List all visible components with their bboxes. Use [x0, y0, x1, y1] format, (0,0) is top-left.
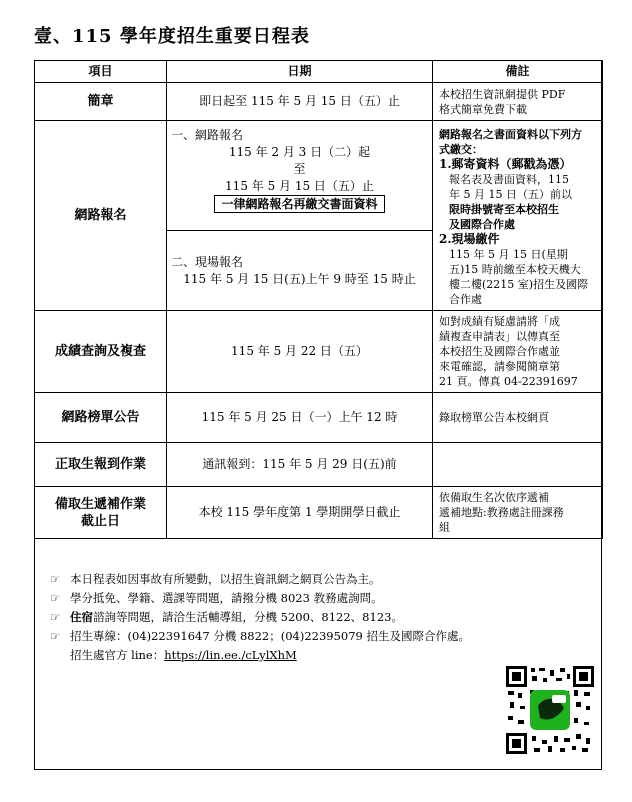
- online-to: 至: [293, 162, 306, 176]
- header-remark: 備註: [433, 61, 603, 83]
- table-header-row: [35, 61, 603, 83]
- note-text-bold: 住宿: [70, 610, 93, 624]
- note-item: [50, 646, 470, 665]
- line-qr-code-icon[interactable]: [506, 666, 594, 754]
- date-brochure: 即日起至 115 年 5 月 15 日（五）止: [167, 83, 433, 121]
- page-title: 壹、115 學年度招生重要日程表: [34, 26, 310, 47]
- note-text: 學分抵免、學籍、選課等問題，請撥分機 8023 教務處詢問。: [70, 591, 383, 605]
- remark-line: 網路報名之書面資料以下列方: [439, 128, 582, 141]
- table-row-enroll: [35, 443, 603, 487]
- remark-line: 如對成績有疑慮請將「成: [439, 315, 560, 328]
- table-row-brochure: [35, 83, 603, 121]
- note-item: [50, 608, 470, 627]
- date-enrollment: 通訊報到：115 年 5 月 29 日(五)前: [167, 443, 433, 487]
- remark-online-registration: [433, 121, 603, 311]
- remark-line: 依備取生名次依序遞補: [439, 491, 549, 504]
- hand-pointer-icon: ☞: [50, 629, 61, 643]
- remark-line: 遞補地點:教務處註冊課務: [439, 506, 564, 519]
- table-row-score: [35, 311, 603, 393]
- remark-line: 報名表及書面資料，115: [449, 173, 569, 186]
- item-waitlist-line: 截止日: [80, 513, 120, 529]
- remark-line: 2.現場繳件: [439, 232, 500, 246]
- online-from: 115 年 2 月 3 日（二）起: [228, 145, 371, 159]
- date-onsite-registration: [167, 231, 433, 311]
- table-row-online-a: [35, 121, 603, 231]
- remark-line: 年 5 月 15 日（五）前以: [449, 188, 572, 201]
- remark-line: 來電確認，請參閱簡章第: [439, 360, 560, 373]
- note-item: [50, 570, 470, 589]
- line-official-link[interactable]: https://lin.ee./cLylXhM: [164, 648, 297, 662]
- item-score-check: 成績查詢及複查: [35, 311, 167, 393]
- note-item: [50, 589, 470, 608]
- remark-line: 合作處: [449, 293, 482, 306]
- item-enrollment: 正取生報到作業: [35, 443, 167, 487]
- remark-line: 本校招生及國際合作處並: [439, 345, 560, 358]
- hand-pointer-icon: ☞: [50, 610, 61, 624]
- note-text: 本日程表如因事故有所變動，以招生資訊網之網頁公告為主。: [70, 572, 381, 586]
- remark-online-list: 錄取榜單公告本校網頁: [433, 393, 603, 443]
- online-note-box: 一律網路報名再繳交書面資料: [214, 195, 384, 213]
- item-waitlist-line: 備取生遞補作業: [54, 496, 146, 512]
- remark-brochure: [433, 83, 603, 121]
- item-online-registration: 網路報名: [35, 121, 167, 311]
- remark-line: 樓二樓(2215 室)招生及國際: [449, 278, 589, 291]
- remark-score-check: [433, 311, 603, 393]
- onsite-time: 115 年 5 月 15 日(五)上午 9 時至 15 時止: [183, 271, 416, 286]
- hand-pointer-icon: ☞: [50, 591, 61, 605]
- remark-line: 1.郵寄資料（郵戳為憑）: [439, 157, 572, 171]
- item-waitlist: [35, 487, 167, 539]
- remark-line: 式繳交：: [439, 143, 483, 156]
- remark-waitlist: [433, 487, 603, 539]
- date-online-list: 115 年 5 月 25 日（一）上午 12 時: [167, 393, 433, 443]
- online-until: 115 年 5 月 15 日（五）止: [225, 179, 374, 193]
- online-heading: 一、網路報名: [171, 128, 244, 142]
- remark-enrollment: [433, 443, 603, 487]
- remark-line: 及國際合作處: [449, 218, 515, 231]
- note-text: 招生專線：(04)22391647 分機 8822；(04)22395079 招生及國際合作處。: [70, 629, 471, 643]
- note-item: [50, 627, 470, 646]
- date-online-registration: [167, 121, 433, 231]
- table-row-waitlist: [35, 487, 603, 539]
- item-online-list: 網路榜單公告: [35, 393, 167, 443]
- remark-line: 115 年 5 月 15 日(星期: [449, 248, 568, 261]
- date-score-check: 115 年 5 月 22 日（五）: [167, 311, 433, 393]
- item-brochure: 簡章: [35, 83, 167, 121]
- date-waitlist: 本校 115 學年度第 1 學期開學日截止: [167, 487, 433, 539]
- note-text: 招生處官方 line：: [70, 648, 165, 662]
- schedule-table: [34, 60, 603, 539]
- notes-section: [50, 570, 470, 665]
- table-row-list: [35, 393, 603, 443]
- remark-line: 限時掛號寄至本校招生: [449, 203, 559, 216]
- remark-line: 績複查申請表」以傳真至: [439, 330, 560, 343]
- hand-pointer-icon: ☞: [50, 572, 61, 586]
- remark-line: 本校招生資訊網提供 PDF: [439, 87, 566, 101]
- onsite-heading: 二、現場報名: [171, 254, 244, 269]
- remark-line: 21 頁。傳真 04-22391697: [439, 375, 578, 388]
- remark-line: 組: [439, 521, 450, 534]
- remark-line: 五)15 時前繳至本校天機大: [449, 263, 581, 276]
- note-text: 諮詢等問題，請洽生活輔導組，分機 5200、8122、8123。: [93, 610, 403, 624]
- header-item: 項目: [35, 61, 167, 83]
- header-date: 日期: [167, 61, 433, 83]
- remark-line: 格式簡章免費下載: [439, 102, 527, 116]
